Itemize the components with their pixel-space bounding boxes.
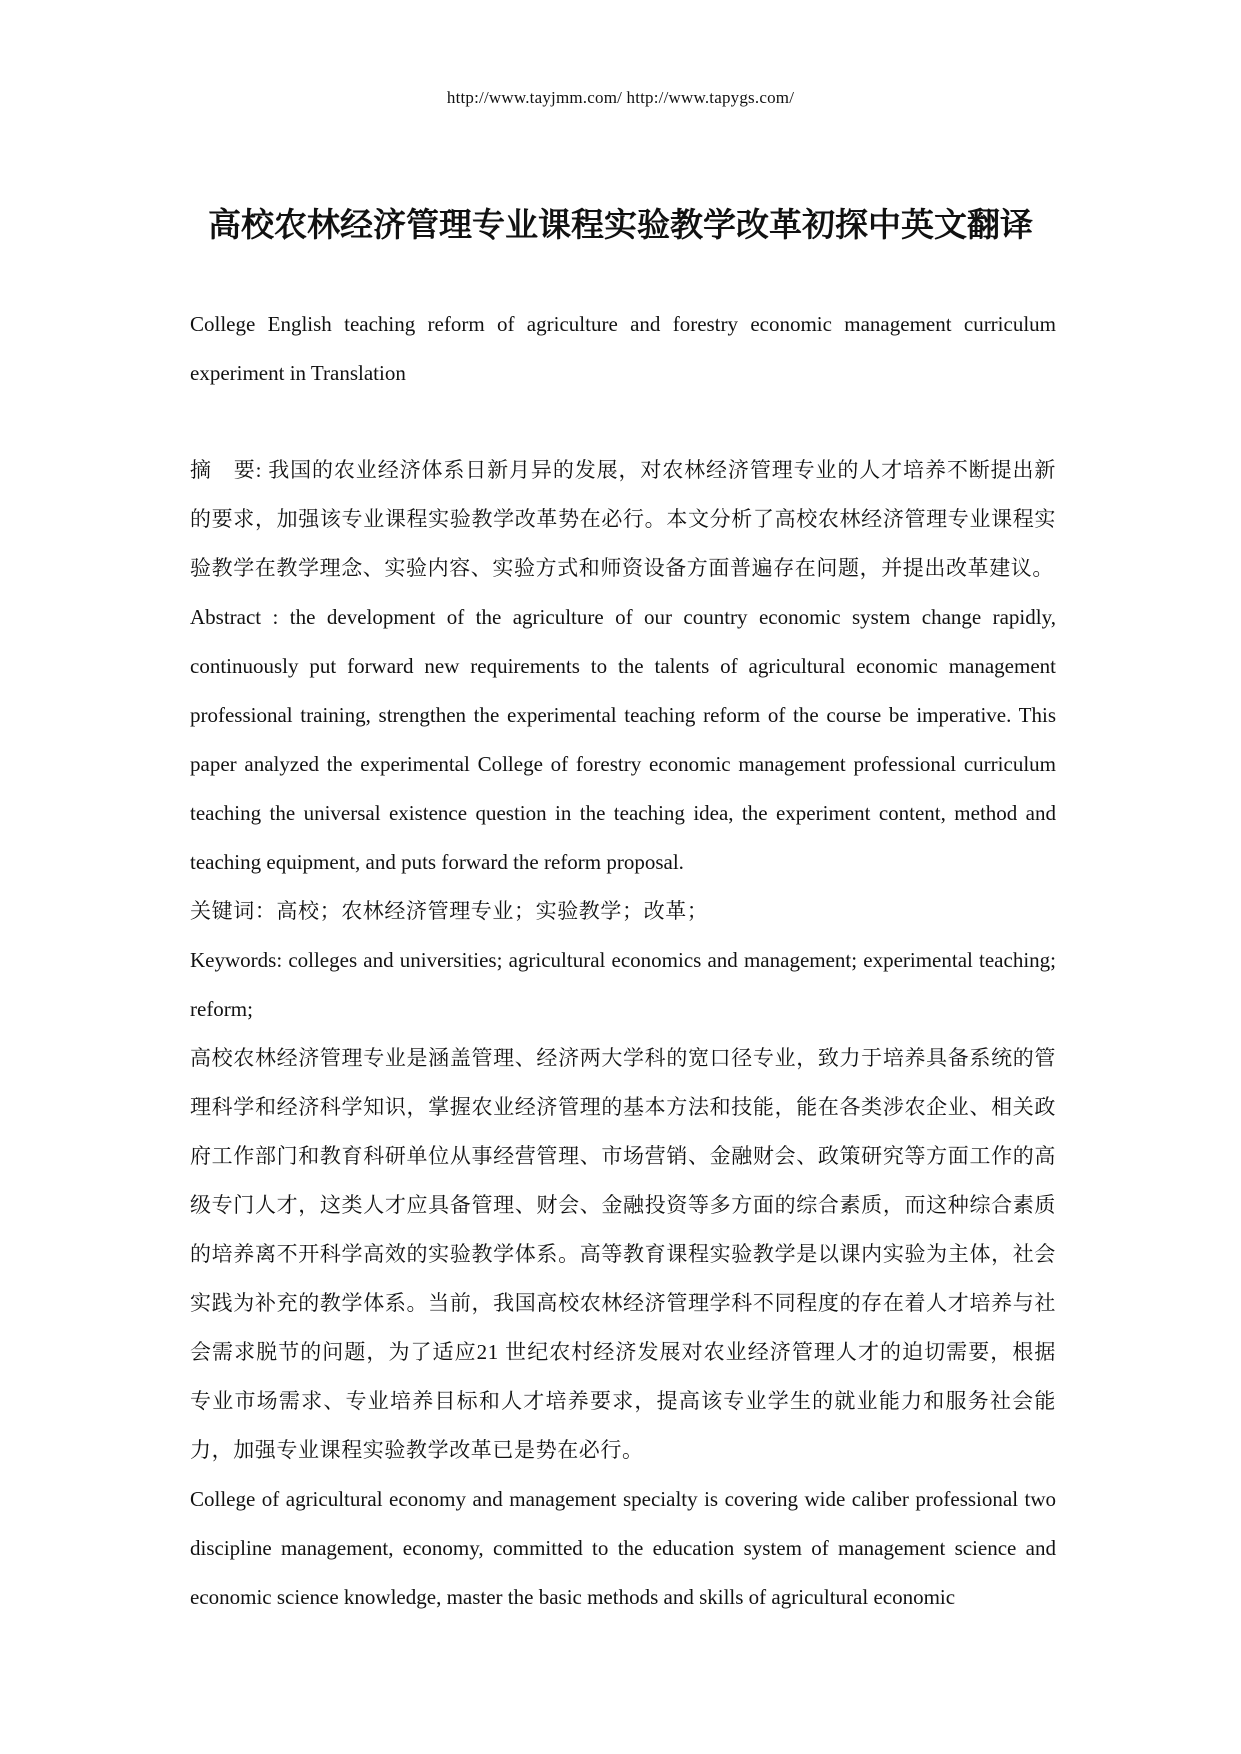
spacer (190, 398, 1056, 446)
abstract-chinese: 摘 要: 我国的农业经济体系日新月异的发展，对农林经济管理专业的人才培养不断提出新的要求，加强该专业课程实验教学改革势在必行。本文分析了高校农林经济管理专业课程实验教学在教学理念、实验内容、实验方式和师资设备方面普遍存在问题，并提出改革建议。 (190, 458, 1056, 580)
body-paragraph-chinese: 高校农林经济管理专业是涵盖管理、经济两大学科的宽口径专业，致力于培养具备系统的管理科学和经济科学知识，掌握农业经济管理的基本方法和技能，能在各类涉农企业、相关政府工作部门和教育科研单位从事经营管理、市场营销、金融财会、政策研究等方面工作的高级专门人才，这类人才应具备管理、财会、金融投资等多方面的综合素质，而这种综合素质的培养离不开科学高效的实验教学体系。高等教育课程实验教学是以课内实验为主体，社会实践为补充的教学体系。当前，我国高校农林经济管理学科不同程度的存在着人才培养与社会需求脱节的问题，为了适应21 世纪农村经济发展对农业经济管理人才的迫切需要，根据专业市场需求、专业培养目标和人才培养要求，提高该专业学生的就业能力和服务社会能力，加强专业课程实验教学改革已是势在必行。 (190, 1046, 1056, 1462)
keywords-english: Keywords: colleges and universities; agricultural economics and management; experimental teaching; reform; (190, 948, 1056, 1021)
abstract-english: Abstract : the development of the agriculture of our country economic system change rapidly, continuously put forward new requirements to the talents of agricultural economic management professional training, strengthen the experimental teaching reform of the course be imperative. This paper analyzed the experimental College of forestry economic management professional curriculum teaching the universal existence question in the teaching idea, the experiment content, method and teaching equipment, and puts forward the reform proposal. (190, 605, 1056, 874)
keywords-chinese: 关键词：高校；农林经济管理专业；实验教学；改革； (190, 899, 709, 923)
body-paragraph-english: College of agricultural economy and management specialty is covering wide caliber professional two discipline management, economy, committed to the education system of management science and economic science knowledge, master the basic methods and skills of agricultural economic (190, 1487, 1056, 1609)
header-url-line: http://www.tayjmm.com/ http://www.tapygs.com/ (446, 88, 795, 107)
document-title: 高校农林经济管理专业课程实验教学改革初探中英文翻译 (208, 205, 1033, 244)
document-body (190, 300, 1056, 1622)
english-title: College English teaching reform of agriculture and forestry economic management curriculum experiment in Translation (190, 312, 1056, 385)
